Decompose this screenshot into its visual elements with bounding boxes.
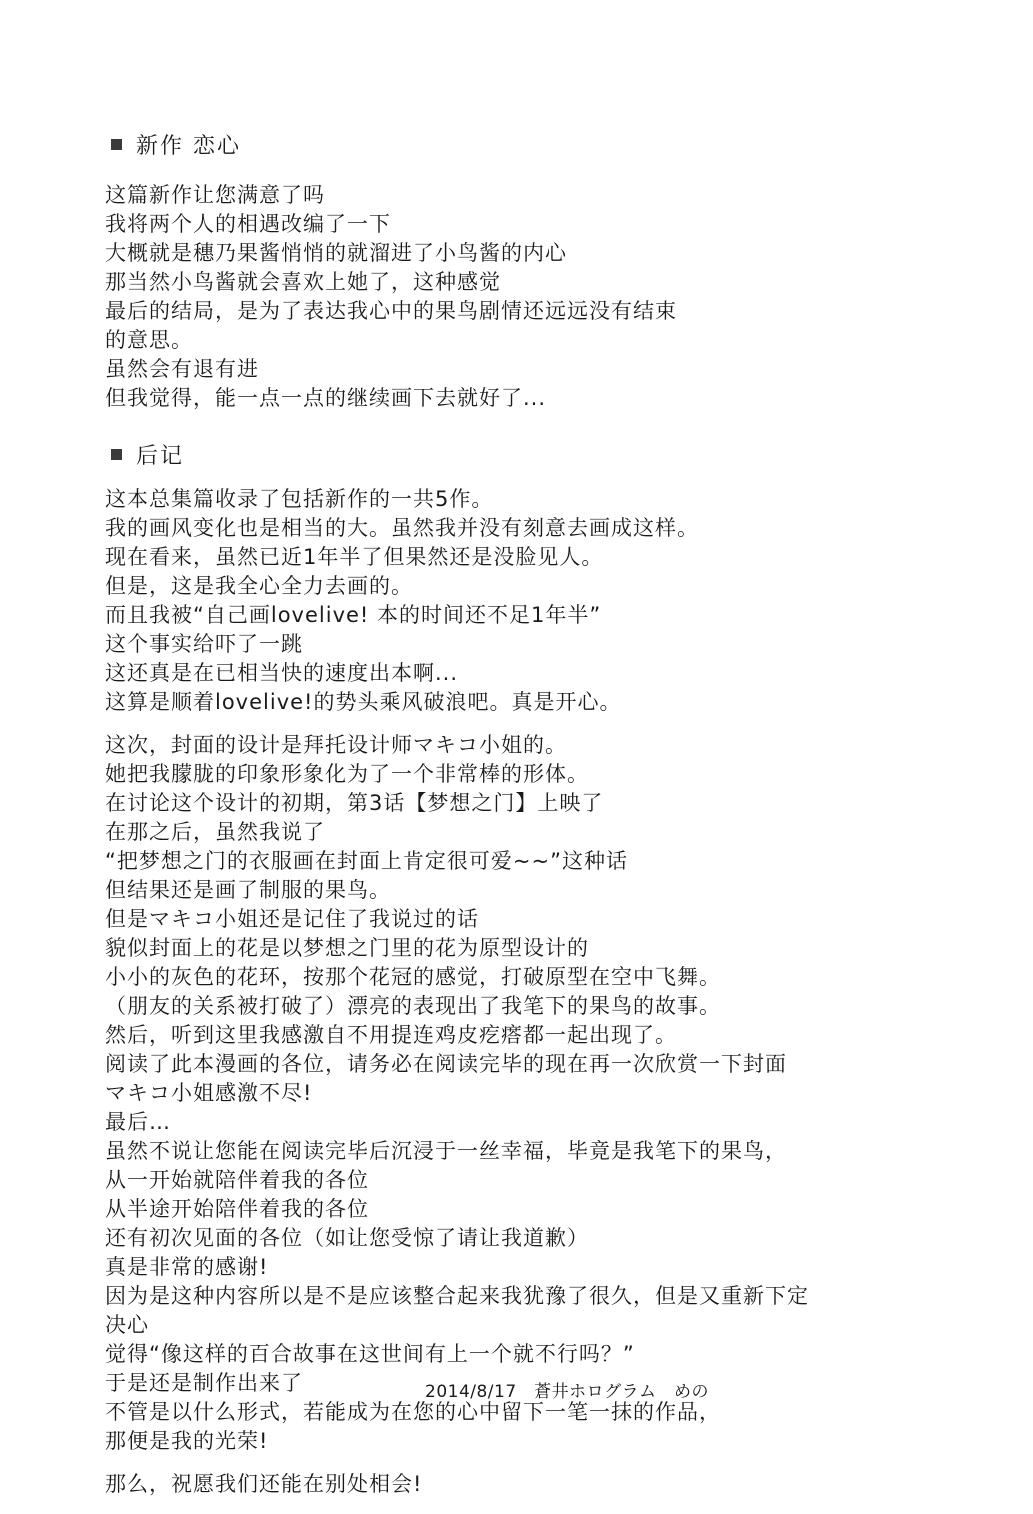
text-line: 从一开始就陪伴着我的各位 xyxy=(105,1168,369,1192)
text-line: 还有初次见面的各位（如让您受惊了请让我道歉） xyxy=(105,1226,589,1250)
square-bullet-icon xyxy=(111,449,122,460)
text-line: 阅读了此本漫画的各位，请务必在阅读完毕的现在再一次欣赏一下封面 xyxy=(105,1052,787,1076)
text-line: 但是マキコ小姐还是记住了我说过的话 xyxy=(105,907,479,931)
text-line: 那便是我的光荣! xyxy=(105,1429,269,1453)
text-line: 这本总集篇收录了包括新作的一共5作。 xyxy=(105,487,494,511)
text-line: 因为是这种内容所以是不是应该整合起来我犹豫了很久，但是又重新下定 xyxy=(105,1284,809,1308)
text-line: 在讨论这个设计的初期，第3话【梦想之门】上映了 xyxy=(105,791,604,815)
text-line: 现在看来，虽然已近1年半了但果然还是没脸见人。 xyxy=(105,545,604,569)
text-line: 这次，封面的设计是拜托设计师マキコ小姐的。 xyxy=(105,733,567,757)
text-line: 这算是顺着lovelive!的势头乘风破浪吧。真是开心。 xyxy=(105,690,622,714)
text-line: 那当然小鸟酱就会喜欢上她了，这种感觉 xyxy=(105,270,501,294)
text-line: 大概就是穗乃果酱悄悄的就溜进了小鸟酱的内心 xyxy=(105,241,567,265)
text-line: 虽然会有退有进 xyxy=(105,357,259,381)
text-line: マキコ小姐感激不尽! xyxy=(105,1081,313,1105)
text-line: 然后，听到这里我感激自不用提连鸡皮疙瘩都一起出现了。 xyxy=(105,1023,677,1047)
text-line: 我的画风变化也是相当的大。虽然我并没有刻意去画成这样。 xyxy=(105,516,699,540)
heading-text: 新作 恋心 xyxy=(136,133,241,159)
closing-paragraph xyxy=(105,1470,985,1499)
heading-text: 后记 xyxy=(136,443,185,469)
section-afterword xyxy=(105,439,985,1499)
square-bullet-icon xyxy=(111,139,122,150)
text-line: 她把我朦胧的印象形象化为了一个非常棒的形体。 xyxy=(105,762,589,786)
paragraph xyxy=(105,731,985,1456)
text-line: 决心 xyxy=(105,1313,149,1337)
text-line: 而且我被“自己画lovelive! 本的时间还不足1年半” xyxy=(105,603,602,627)
text-line: 小小的灰色的花环，按那个花冠的感觉，打破原型在空中飞舞。 xyxy=(105,965,721,989)
section-heading xyxy=(105,129,985,159)
text-line: 觉得“像这样的百合故事在这世间有上一个就不行吗？” xyxy=(105,1342,635,1366)
text-line: 但我觉得，能一点一点的继续画下去就好了... xyxy=(105,386,547,410)
text-line: “把梦想之门的衣服画在封面上肯定很可爱~~”这种话 xyxy=(105,849,628,873)
text-line: 真是非常的感谢! xyxy=(105,1255,269,1279)
text-line: 这个事实给吓了一跳 xyxy=(105,632,303,656)
text-line: 在那之后，虽然我说了 xyxy=(105,820,325,844)
section-new-work xyxy=(105,129,985,413)
text-line: 但是，这是我全心全力去画的。 xyxy=(105,574,413,598)
text-line: 这篇新作让您满意了吗 xyxy=(105,183,325,207)
paragraph-gap xyxy=(105,1456,985,1470)
paragraph-gap xyxy=(105,717,985,731)
text-line: 虽然不说让您能在阅读完毕后沉浸于一丝幸福，毕竟是我笔下的果鸟， xyxy=(105,1139,787,1163)
text-line: 貌似封面上的花是以梦想之门里的花为原型设计的 xyxy=(105,936,589,960)
paragraph xyxy=(105,485,985,717)
section-heading xyxy=(105,439,985,469)
text-line: 的意思。 xyxy=(105,328,193,352)
text-line: 不管是以什么形式，若能成为在您的心中留下一笔一抹的作品， xyxy=(105,1400,721,1424)
text-line: 从半途开始陪伴着我的各位 xyxy=(105,1197,369,1221)
text-line: 于是还是制作出来了 xyxy=(105,1371,303,1395)
signature-date-author: 2014/8/17 蒼井ホログラム めの xyxy=(425,1382,709,1402)
text-line: 但结果还是画了制服的果鸟。 xyxy=(105,878,391,902)
text-line: 这还真是在已相当快的速度出本啊... xyxy=(105,661,459,685)
paragraph xyxy=(105,181,985,413)
text-line: 我将两个人的相遇改编了一下 xyxy=(105,212,391,236)
text-line: 最后… xyxy=(105,1110,171,1134)
text-line: （朋友的关系被打破了）漂亮的表现出了我笔下的果鸟的故事。 xyxy=(105,994,721,1018)
text-line: 最后的结局，是为了表达我心中的果鸟剧情还远远没有结束 xyxy=(105,299,677,323)
closing-line: 那么，祝愿我们还能在别处相会! xyxy=(105,1472,423,1496)
